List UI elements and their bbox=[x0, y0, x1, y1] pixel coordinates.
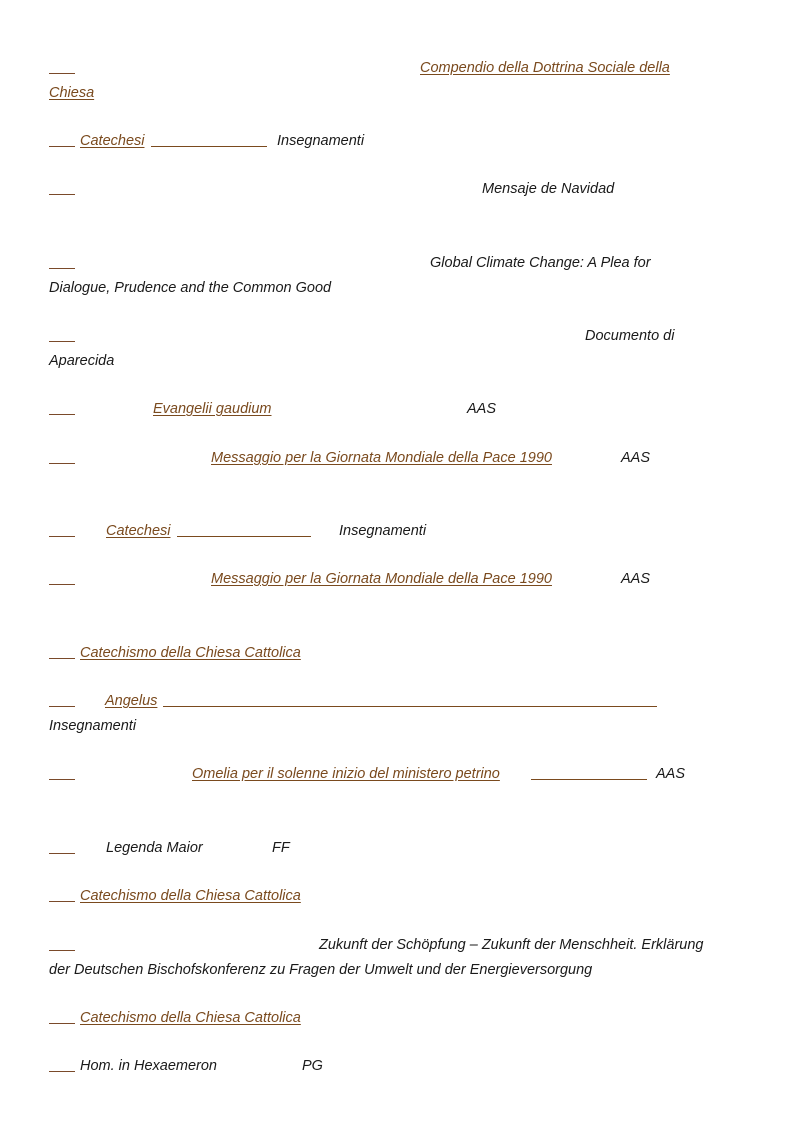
footnote-marker bbox=[49, 762, 75, 780]
link-catechesi[interactable]: Catechesi bbox=[80, 133, 145, 149]
link-underline-gap bbox=[177, 519, 311, 537]
source-insegnamenti: Insegnamenti bbox=[277, 133, 365, 149]
footnote-marker bbox=[49, 836, 75, 854]
link-messaggio-pace[interactable]: Messaggio per la Giornata Mondiale della Pace 1990 bbox=[211, 450, 552, 466]
title-climate-change-continued: Dialogue, Prudence and the Common Good bbox=[49, 280, 332, 296]
link-compendio[interactable]: Compendio della Dottrina Sociale della bbox=[420, 60, 670, 76]
footnote-marker bbox=[49, 641, 75, 659]
footnote-marker bbox=[49, 129, 75, 147]
link-angelus[interactable]: Angelus bbox=[105, 693, 158, 709]
footnote-marker bbox=[49, 1054, 75, 1072]
footnote-marker bbox=[49, 324, 75, 342]
footnote-marker bbox=[49, 56, 75, 74]
footnote-marker bbox=[49, 446, 75, 464]
title-zukunft-continued: der Deutschen Bischofskonferenz zu Fragen der Umwelt und der Energieversorgung bbox=[49, 962, 593, 978]
source-pg: PG bbox=[302, 1058, 323, 1074]
title-mensaje-navidad: Mensaje de Navidad bbox=[482, 181, 615, 197]
title-hom-hexaemeron: Hom. in Hexaemeron bbox=[80, 1058, 217, 1074]
link-evangelii-gaudium[interactable]: Evangelii gaudium bbox=[153, 401, 272, 417]
source-aas: AAS bbox=[621, 571, 651, 587]
source-aas: AAS bbox=[621, 450, 651, 466]
footnote-marker bbox=[49, 251, 75, 269]
link-compendio-continued[interactable]: Chiesa bbox=[49, 85, 95, 101]
link-omelia[interactable]: Omelia per il solenne inizio del ministero petrino bbox=[192, 766, 500, 782]
link-underline-gap bbox=[163, 689, 657, 707]
footnote-marker bbox=[49, 519, 75, 537]
source-aas: AAS bbox=[656, 766, 686, 782]
title-legenda-maior: Legenda Maior bbox=[106, 840, 203, 856]
footnote-marker bbox=[49, 884, 75, 902]
link-messaggio-pace[interactable]: Messaggio per la Giornata Mondiale della Pace 1990 bbox=[211, 571, 552, 587]
link-underline-gap bbox=[531, 762, 647, 780]
footnote-marker bbox=[49, 397, 75, 415]
link-catechismo[interactable]: Catechismo della Chiesa Cattolica bbox=[80, 888, 301, 904]
link-catechesi[interactable]: Catechesi bbox=[106, 523, 171, 539]
footnote-marker bbox=[49, 933, 75, 951]
link-underline-gap bbox=[151, 129, 267, 147]
footnote-marker bbox=[49, 177, 75, 195]
source-insegnamenti: Insegnamenti bbox=[339, 523, 427, 539]
footnote-marker bbox=[49, 689, 75, 707]
footnote-marker bbox=[49, 1006, 75, 1024]
title-documento-continued: Aparecida bbox=[49, 353, 115, 369]
link-catechismo[interactable]: Catechismo della Chiesa Cattolica bbox=[80, 645, 301, 661]
source-ff: FF bbox=[272, 840, 290, 856]
source-aas: AAS bbox=[467, 401, 497, 417]
link-catechismo[interactable]: Catechismo della Chiesa Cattolica bbox=[80, 1010, 301, 1026]
footnote-marker bbox=[49, 567, 75, 585]
title-climate-change: Global Climate Change: A Plea for bbox=[430, 255, 651, 271]
title-zukunft: Zukunft der Schöpfung – Zukunft der Menschheit. Erklärung bbox=[319, 937, 704, 953]
source-insegnamenti: Insegnamenti bbox=[49, 718, 137, 734]
title-documento: Documento di bbox=[585, 328, 675, 344]
